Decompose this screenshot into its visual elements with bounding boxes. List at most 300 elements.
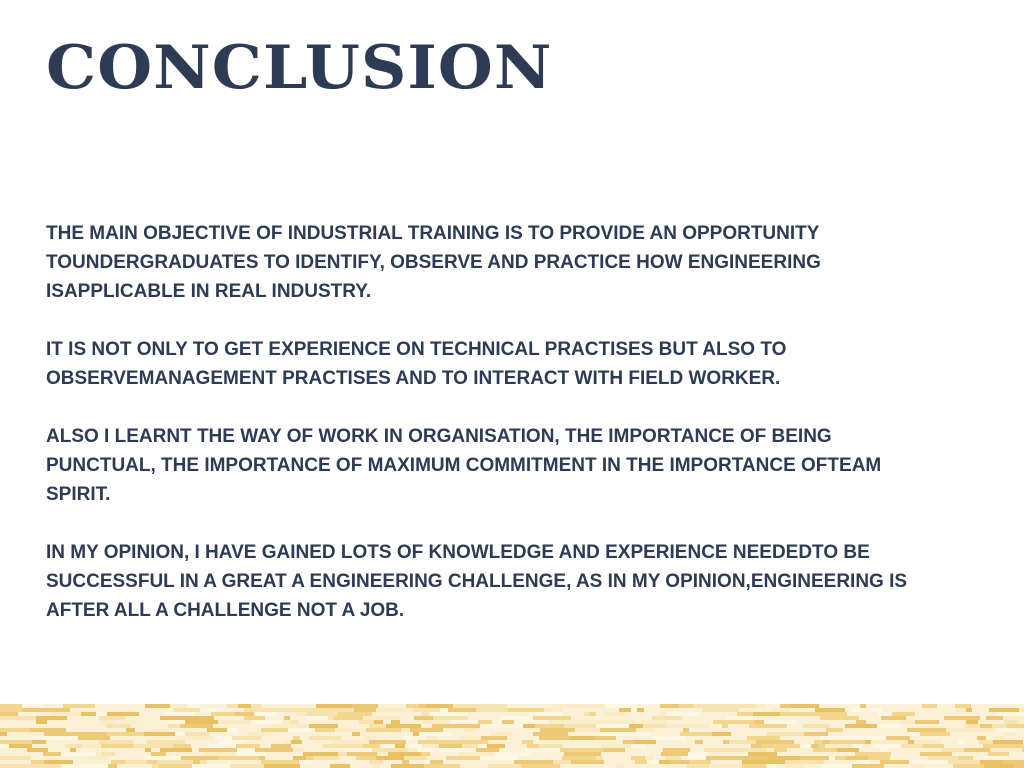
pattern-tile	[892, 712, 915, 716]
pattern-tile	[766, 764, 777, 768]
pattern-tile	[247, 732, 272, 736]
pattern-tile	[180, 724, 213, 728]
pattern-tile	[643, 724, 665, 728]
pattern-tile	[811, 744, 818, 748]
pattern-tile	[464, 728, 477, 732]
pattern-tile	[0, 716, 36, 720]
pattern-tile	[726, 716, 757, 720]
pattern-tile	[856, 720, 866, 724]
pattern-tile	[151, 752, 166, 756]
pattern-tile	[660, 704, 679, 708]
pattern-tile	[356, 756, 376, 760]
pattern-tile	[909, 760, 948, 764]
pattern-tile	[96, 752, 102, 756]
pattern-tile	[160, 748, 192, 752]
pattern-tile	[596, 724, 629, 728]
pattern-tile	[255, 748, 293, 752]
pattern-tile	[352, 732, 360, 736]
pattern-tile	[761, 744, 800, 748]
pattern-tile	[871, 740, 908, 744]
pattern-tile	[215, 736, 232, 740]
pattern-tile	[623, 740, 635, 744]
pattern-tile	[649, 728, 655, 732]
pattern-tile	[421, 752, 430, 756]
pattern-tile	[748, 752, 777, 756]
pattern-tile	[501, 752, 532, 756]
pattern-tile	[538, 744, 563, 748]
pattern-tile	[631, 708, 637, 712]
pattern-tile	[303, 752, 338, 756]
pattern-tile	[680, 732, 712, 736]
pattern-tile	[535, 724, 564, 728]
pattern-tile	[768, 756, 800, 760]
pattern-tile	[635, 760, 647, 764]
pattern-tile	[152, 764, 158, 768]
pattern-tile	[321, 728, 335, 732]
pattern-tile	[22, 704, 36, 708]
pattern-tile	[372, 748, 407, 752]
pattern-tile	[332, 740, 369, 744]
pattern-tile	[737, 712, 753, 716]
pattern-tile	[604, 720, 634, 724]
pattern-tile	[402, 760, 409, 764]
pattern-tile	[823, 740, 830, 744]
pattern-tile	[988, 752, 1009, 756]
pattern-tile	[0, 756, 31, 760]
pattern-tile	[594, 716, 600, 720]
pattern-tile	[473, 704, 507, 708]
pattern-tile	[227, 728, 238, 732]
pattern-tile	[1003, 760, 1024, 764]
pattern-tile	[452, 748, 476, 752]
pattern-tile	[953, 764, 984, 768]
pattern-tile	[596, 756, 603, 760]
pattern-tile	[665, 756, 681, 760]
pattern-tile	[337, 712, 372, 716]
pattern-tile	[914, 740, 942, 744]
pattern-tile	[423, 720, 449, 724]
pattern-tile	[602, 744, 631, 748]
pattern-tile	[44, 760, 73, 764]
pattern-tile	[605, 704, 636, 708]
pattern-tile	[600, 728, 636, 732]
pattern-tile	[703, 708, 739, 712]
pattern-tile	[98, 740, 133, 744]
pattern-tile	[604, 748, 625, 752]
pattern-tile	[780, 712, 818, 716]
pattern-tile	[977, 736, 986, 740]
pattern-tile	[282, 720, 289, 724]
pattern-tile	[713, 720, 741, 724]
pattern-tile	[199, 748, 237, 752]
pattern-tile	[539, 736, 571, 740]
pattern-tile	[193, 760, 200, 764]
pattern-tile	[185, 720, 218, 724]
pattern-tile	[502, 720, 514, 724]
pattern-tile	[218, 740, 245, 744]
pattern-tile	[907, 728, 946, 732]
paragraph-learning: ALSO I LEARNT THE WAY OF WORK IN ORGANISATION, THE IMPORTANCE OF BEING PUNCTUAL, THE IMPORTANCE OF MAXIMUM COMMITMENT IN THE IMPORTANCE OFTEAM SPIRIT.	[46, 426, 882, 505]
pattern-tile	[422, 712, 429, 716]
pattern-tile	[227, 704, 238, 708]
pattern-tile	[822, 764, 852, 768]
pattern-tile	[490, 724, 523, 728]
pattern-tile	[540, 728, 575, 732]
pattern-tile	[236, 744, 260, 748]
pattern-tile	[688, 752, 708, 756]
pattern-tile	[380, 744, 395, 748]
pattern-tile	[31, 760, 44, 764]
pattern-tile	[908, 740, 914, 744]
pattern-tile	[567, 704, 605, 708]
pattern-tile	[996, 728, 1016, 732]
pattern-tile	[791, 704, 819, 708]
pattern-tile	[920, 752, 952, 756]
pattern-tile	[747, 736, 780, 740]
pattern-tile	[107, 712, 139, 716]
pattern-tile	[750, 760, 785, 764]
pattern-tile	[424, 760, 430, 764]
pattern-tile	[453, 704, 473, 708]
pattern-tile	[661, 752, 688, 756]
pattern-tile	[899, 720, 915, 724]
pattern-tile	[965, 724, 980, 728]
pattern-tile	[751, 744, 761, 748]
pattern-tile	[238, 704, 251, 708]
pattern-tile	[861, 736, 886, 740]
pattern-tile	[426, 736, 438, 740]
pattern-tile	[1003, 716, 1024, 720]
pattern-tile	[993, 740, 1023, 744]
pattern-tile	[687, 764, 709, 768]
pattern-tile	[81, 712, 96, 716]
pattern-tile	[369, 760, 383, 764]
pattern-tile	[99, 716, 125, 720]
pattern-tile	[500, 716, 533, 720]
pattern-tile	[293, 748, 304, 752]
pattern-tile	[552, 704, 567, 708]
pattern-tile	[508, 708, 544, 712]
pattern-tile	[742, 764, 766, 768]
pattern-tile	[106, 724, 131, 728]
pattern-tile	[549, 712, 562, 716]
pattern-tile	[363, 716, 401, 720]
pattern-tile	[126, 760, 146, 764]
paragraph-experience: IT IS NOT ONLY TO GET EXPERIENCE ON TECHNICAL PRACTISES BUT ALSO TO OBSERVEMANAGEMENT PRACTISES AND TO INTERACT WITH FIELD WORKER.	[46, 339, 787, 389]
pattern-tile	[419, 732, 452, 736]
pattern-tile	[689, 760, 711, 764]
pattern-tile	[146, 760, 157, 764]
pattern-tile	[373, 764, 380, 768]
pattern-tile	[911, 764, 924, 768]
pattern-tile	[490, 732, 512, 736]
paragraph-opinion: IN MY OPINION, I HAVE GAINED LOTS OF KNOWLEDGE AND EXPERIENCE NEEDEDTO BE SUCCESSFUL IN A GREAT A ENGINEERING CHALLENGE, AS IN MY OPINION,ENGINEERING IS AFTER ALL A CHALLENGE NOT A JOB.	[46, 542, 908, 621]
pattern-tile	[386, 724, 421, 728]
pattern-tile	[63, 704, 95, 708]
pattern-tile	[254, 712, 277, 716]
pattern-tile	[492, 720, 502, 724]
pattern-tile	[1017, 720, 1024, 724]
pattern-tile	[432, 724, 448, 728]
pattern-tile	[99, 764, 108, 768]
pattern-tile	[88, 756, 108, 760]
pattern-tile	[666, 712, 700, 716]
pattern-tile	[296, 712, 306, 716]
pattern-tile	[749, 724, 787, 728]
pattern-tile	[82, 744, 101, 748]
pattern-tile	[330, 764, 350, 768]
pattern-tile	[476, 748, 499, 752]
pattern-tile	[835, 756, 846, 760]
pattern-tile	[533, 732, 568, 736]
pattern-tile	[852, 744, 863, 748]
pattern-tile	[0, 712, 18, 716]
pattern-tile	[723, 740, 729, 744]
pattern-tile	[695, 740, 703, 744]
pattern-tile	[244, 716, 265, 720]
pattern-tile	[829, 756, 835, 760]
pattern-tile	[458, 752, 486, 756]
pattern-tile	[22, 708, 53, 712]
pattern-tile	[187, 704, 199, 708]
pattern-tile	[756, 740, 794, 744]
pattern-tile	[168, 720, 185, 724]
pattern-tile	[426, 704, 453, 708]
pattern-tile	[418, 740, 450, 744]
slide-body	[46, 219, 981, 654]
pattern-tile	[61, 764, 99, 768]
pattern-tile	[306, 712, 337, 716]
pattern-tile	[995, 736, 1003, 740]
pattern-tile	[134, 744, 173, 748]
pattern-tile	[176, 736, 215, 740]
pattern-tile	[958, 740, 965, 744]
pattern-tile	[158, 764, 192, 768]
pattern-tile	[306, 716, 328, 720]
pattern-tile	[93, 732, 107, 736]
pattern-tile	[635, 740, 656, 744]
pattern-tile	[979, 740, 993, 744]
pattern-tile	[468, 720, 478, 724]
pattern-tile	[433, 716, 468, 720]
pattern-tile	[966, 720, 978, 724]
pattern-tile	[366, 728, 401, 732]
pattern-tile	[143, 756, 181, 760]
pattern-tile	[601, 732, 636, 736]
pattern-tile	[857, 760, 870, 764]
pattern-tile	[47, 764, 61, 768]
pattern-tile	[631, 756, 645, 760]
pattern-tile	[164, 712, 194, 716]
pattern-tile	[174, 708, 200, 712]
pattern-tile	[735, 756, 768, 760]
pattern-tile	[328, 716, 334, 720]
pattern-tile	[845, 716, 859, 720]
pattern-tile	[419, 704, 426, 708]
pattern-tile	[571, 760, 604, 764]
pattern-tile	[553, 760, 571, 764]
pattern-tile	[449, 720, 468, 724]
pattern-tile	[616, 764, 623, 768]
pattern-tile	[352, 704, 378, 708]
pattern-tile	[830, 740, 865, 744]
pattern-tile	[709, 764, 742, 768]
pattern-tile	[404, 736, 426, 740]
pattern-tile	[928, 756, 959, 760]
pattern-tile	[983, 744, 1016, 748]
pattern-tile	[571, 736, 595, 740]
pattern-tile	[391, 764, 424, 768]
pattern-tile	[480, 724, 490, 728]
pattern-tile	[388, 752, 421, 756]
pattern-tile	[574, 720, 604, 724]
pattern-tile	[487, 744, 505, 748]
pattern-tile	[44, 732, 76, 736]
pattern-tile	[22, 764, 47, 768]
pattern-tile	[956, 708, 966, 712]
pattern-tile	[107, 732, 144, 736]
pattern-tile	[192, 764, 230, 768]
pattern-tile	[70, 748, 76, 752]
pattern-tile	[1007, 724, 1024, 728]
pattern-tile	[293, 736, 300, 740]
pattern-tile	[424, 764, 460, 768]
pattern-tile	[407, 748, 417, 752]
pattern-tile	[631, 744, 646, 748]
pattern-tile	[959, 756, 973, 760]
pattern-tile	[703, 724, 710, 728]
pattern-tile	[9, 744, 32, 748]
pattern-tile	[0, 744, 9, 748]
pattern-tile	[774, 748, 787, 752]
pattern-tile	[0, 740, 32, 744]
pattern-tile	[338, 752, 347, 756]
pattern-tile	[800, 744, 811, 748]
pattern-tile	[200, 760, 207, 764]
pattern-tile	[36, 716, 67, 720]
slide-title: CONCLUSION	[46, 33, 553, 103]
pattern-tile	[922, 704, 937, 708]
pattern-tile	[984, 764, 1014, 768]
pattern-tile	[1016, 744, 1024, 748]
pattern-tile	[440, 708, 448, 712]
pattern-tile	[920, 732, 950, 736]
pattern-tile	[736, 748, 766, 752]
pattern-tile	[564, 724, 596, 728]
pattern-tile	[946, 728, 982, 732]
pattern-tile	[764, 720, 797, 724]
pattern-tile	[955, 704, 971, 708]
pattern-tile	[813, 748, 837, 752]
pattern-tile	[851, 708, 882, 712]
pattern-tile	[640, 720, 667, 724]
pattern-tile	[712, 732, 731, 736]
pattern-tile	[0, 732, 7, 736]
pattern-tile	[146, 740, 185, 744]
pattern-tile	[293, 756, 306, 760]
pattern-tile	[145, 704, 170, 708]
pattern-tile	[414, 716, 433, 720]
pattern-tile	[251, 720, 282, 724]
pattern-tile	[27, 748, 48, 752]
pattern-tile	[915, 720, 939, 724]
pattern-tile	[218, 720, 251, 724]
pattern-tile	[406, 704, 419, 708]
pattern-tile	[629, 724, 643, 728]
pattern-tile	[527, 744, 538, 748]
decorative-pattern-band	[0, 704, 1024, 768]
pattern-tile	[980, 724, 992, 728]
pattern-tile	[413, 708, 440, 712]
pattern-tile	[521, 764, 560, 768]
pattern-tile	[901, 744, 923, 748]
pattern-tile	[659, 760, 669, 764]
pattern-tile	[78, 736, 110, 740]
pattern-tile	[704, 748, 736, 752]
pattern-tile	[309, 724, 338, 728]
pattern-tile	[32, 740, 46, 744]
pattern-tile	[359, 720, 374, 724]
pattern-tile	[460, 736, 481, 740]
pattern-tile	[1014, 764, 1024, 768]
pattern-tile	[0, 764, 22, 768]
pattern-tile	[562, 756, 596, 760]
pattern-tile	[108, 764, 117, 768]
pattern-tile	[369, 740, 400, 744]
pattern-tile	[653, 736, 686, 740]
pattern-tile	[251, 704, 262, 708]
pattern-tile	[313, 756, 339, 760]
pattern-tile	[665, 724, 703, 728]
pattern-tile	[820, 736, 835, 740]
pattern-tile	[495, 752, 501, 756]
pattern-tile	[476, 708, 508, 712]
pattern-tile	[826, 728, 843, 732]
pattern-tile	[881, 716, 906, 720]
pattern-tile	[53, 708, 70, 712]
pattern-tile	[181, 756, 218, 760]
pattern-tile	[877, 724, 901, 728]
pattern-tile	[144, 732, 175, 736]
pattern-tile	[852, 764, 884, 768]
pattern-tile	[102, 752, 115, 756]
pattern-tile	[173, 744, 191, 748]
pattern-tile	[525, 748, 560, 752]
pattern-tile	[729, 740, 756, 744]
pattern-tile	[306, 756, 313, 760]
pattern-tile	[549, 720, 574, 724]
pattern-tile	[683, 728, 689, 732]
pattern-tile	[753, 712, 780, 716]
pattern-tile	[767, 732, 804, 736]
pattern-tile	[288, 728, 315, 732]
pattern-tile	[872, 744, 901, 748]
pattern-tile	[0, 708, 22, 712]
pattern-tile	[429, 712, 468, 716]
pattern-tile	[820, 716, 845, 720]
pattern-tile	[334, 716, 363, 720]
pattern-tile	[533, 716, 550, 720]
pattern-tile	[323, 744, 362, 748]
pattern-tile	[721, 704, 756, 708]
pattern-tile	[185, 732, 209, 736]
pattern-tile	[966, 708, 972, 712]
pattern-tile	[211, 712, 235, 716]
pattern-tile	[299, 760, 311, 764]
pattern-tile	[446, 756, 480, 760]
pattern-tile	[480, 756, 518, 760]
pattern-tile	[0, 728, 30, 732]
